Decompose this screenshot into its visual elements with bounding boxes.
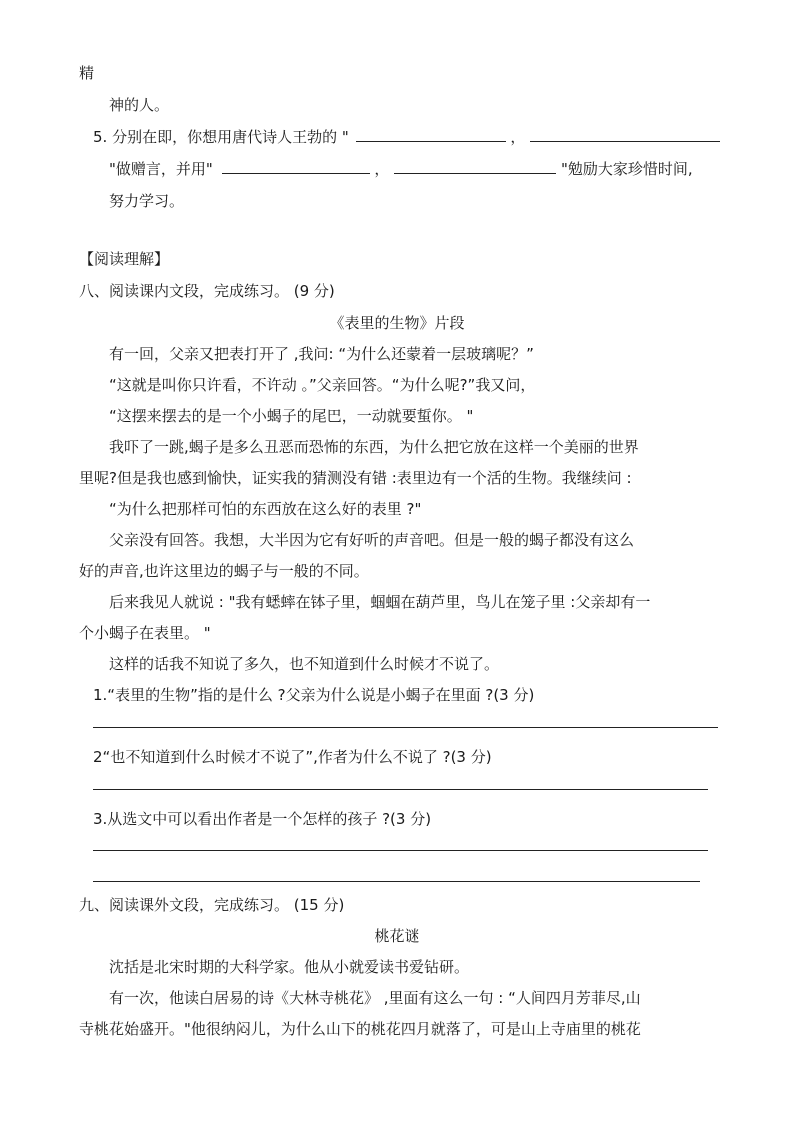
question-5-line-1 [93,127,720,147]
text-line: 努力学习。 [109,192,185,210]
passage-title: 《表里的生物》片段 [329,314,465,332]
answer-blank[interactable] [530,127,720,142]
part-8-title: 八、阅读课内文段，完成练习。 (9 分) [79,282,335,300]
passage-line: 我吓了一跳,蝎子是多么丑恶而恐怖的东西，为什么把它放在这样一个美丽的世界 [109,438,639,456]
passage-line: 后来我见人就说 : "我有蟋蟀在钵子里，蝈蝈在葫芦里，鸟儿在笼子里 :父亲却有一 [109,593,651,611]
passage-line: 里呢?但是我也感到愉快，证实我的猜测没有错 :表里边有一个活的生物。我继续问 : [79,469,632,487]
question-text: ， [510,128,526,146]
question-2: 2“也不知道到什么时候才不说了”,作者为什么不说了 ?(3 分) [93,748,492,766]
answer-line[interactable] [93,727,718,728]
question-text: "做赠言，并用" [109,160,213,178]
passage-line: “这摆来摆去的是一个小蝎子的尾巴，一动就要蜇你。 " [109,407,474,425]
passage-line: 寺桃花始盛开。"他很纳闷儿，为什么山下的桃花四月就落了，可是山上寺庙里的桃花 [79,1020,641,1038]
passage-line: “为什么把那样可怕的东西放在这么好的表里 ?" [109,500,422,518]
section-header: 【阅读理解】 [79,250,170,268]
part-9-title: 九、阅读课外文段，完成练习。 (15 分) [79,896,345,914]
question-5-line-2 [109,159,693,179]
passage-title: 桃花谜 [374,927,420,945]
passage-line: “这就是叫你只许看，不许动 。”父亲回答。“为什么呢?”我又问， [109,376,536,394]
question-text: 分别在即，你想用唐代诗人王勃的 " [112,128,349,146]
answer-blank[interactable] [356,127,506,142]
answer-line[interactable] [93,850,708,851]
answer-blank[interactable] [394,159,556,174]
answer-line[interactable] [93,881,700,882]
text-line: 精 [79,64,95,82]
question-text: "勉励大家珍惜时间, [560,160,693,178]
passage-line: 个小蝎子在表里。 " [79,624,211,642]
question-text: ， [374,160,390,178]
passage-line: 有一回，父亲又把表打开了 ,我问: “为什么还蒙着一层玻璃呢？” [109,345,534,363]
text-line: 神的人。 [109,96,170,114]
passage-line: 好的声音,也许这里边的蝎子与一般的不同。 [79,562,369,580]
passage-line: 有一次，他读白居易的诗《大林寺桃花》 ,里面有这么一句 : “人间四月芳菲尽,山 [109,989,641,1007]
question-3: 3.从选文中可以看出作者是一个怎样的孩子 ?(3 分) [93,810,432,828]
passage-line: 父亲没有回答。我想，大半因为它有好听的声音吧。但是一般的蝎子都没有这么 [109,531,635,549]
question-1: 1.“表里的生物”指的是什么 ?父亲为什么说是小蝎子在里面 ?(3 分) [93,686,535,704]
passage-line: 这样的话我不知说了多久，也不知道到什么时候才不说了。 [109,655,500,673]
passage-line: 沈括是北宋时期的大科学家。他从小就爱读书爱钻研。 [109,958,470,976]
answer-line[interactable] [93,789,708,790]
answer-blank[interactable] [222,159,370,174]
question-number: 5. [93,128,108,146]
